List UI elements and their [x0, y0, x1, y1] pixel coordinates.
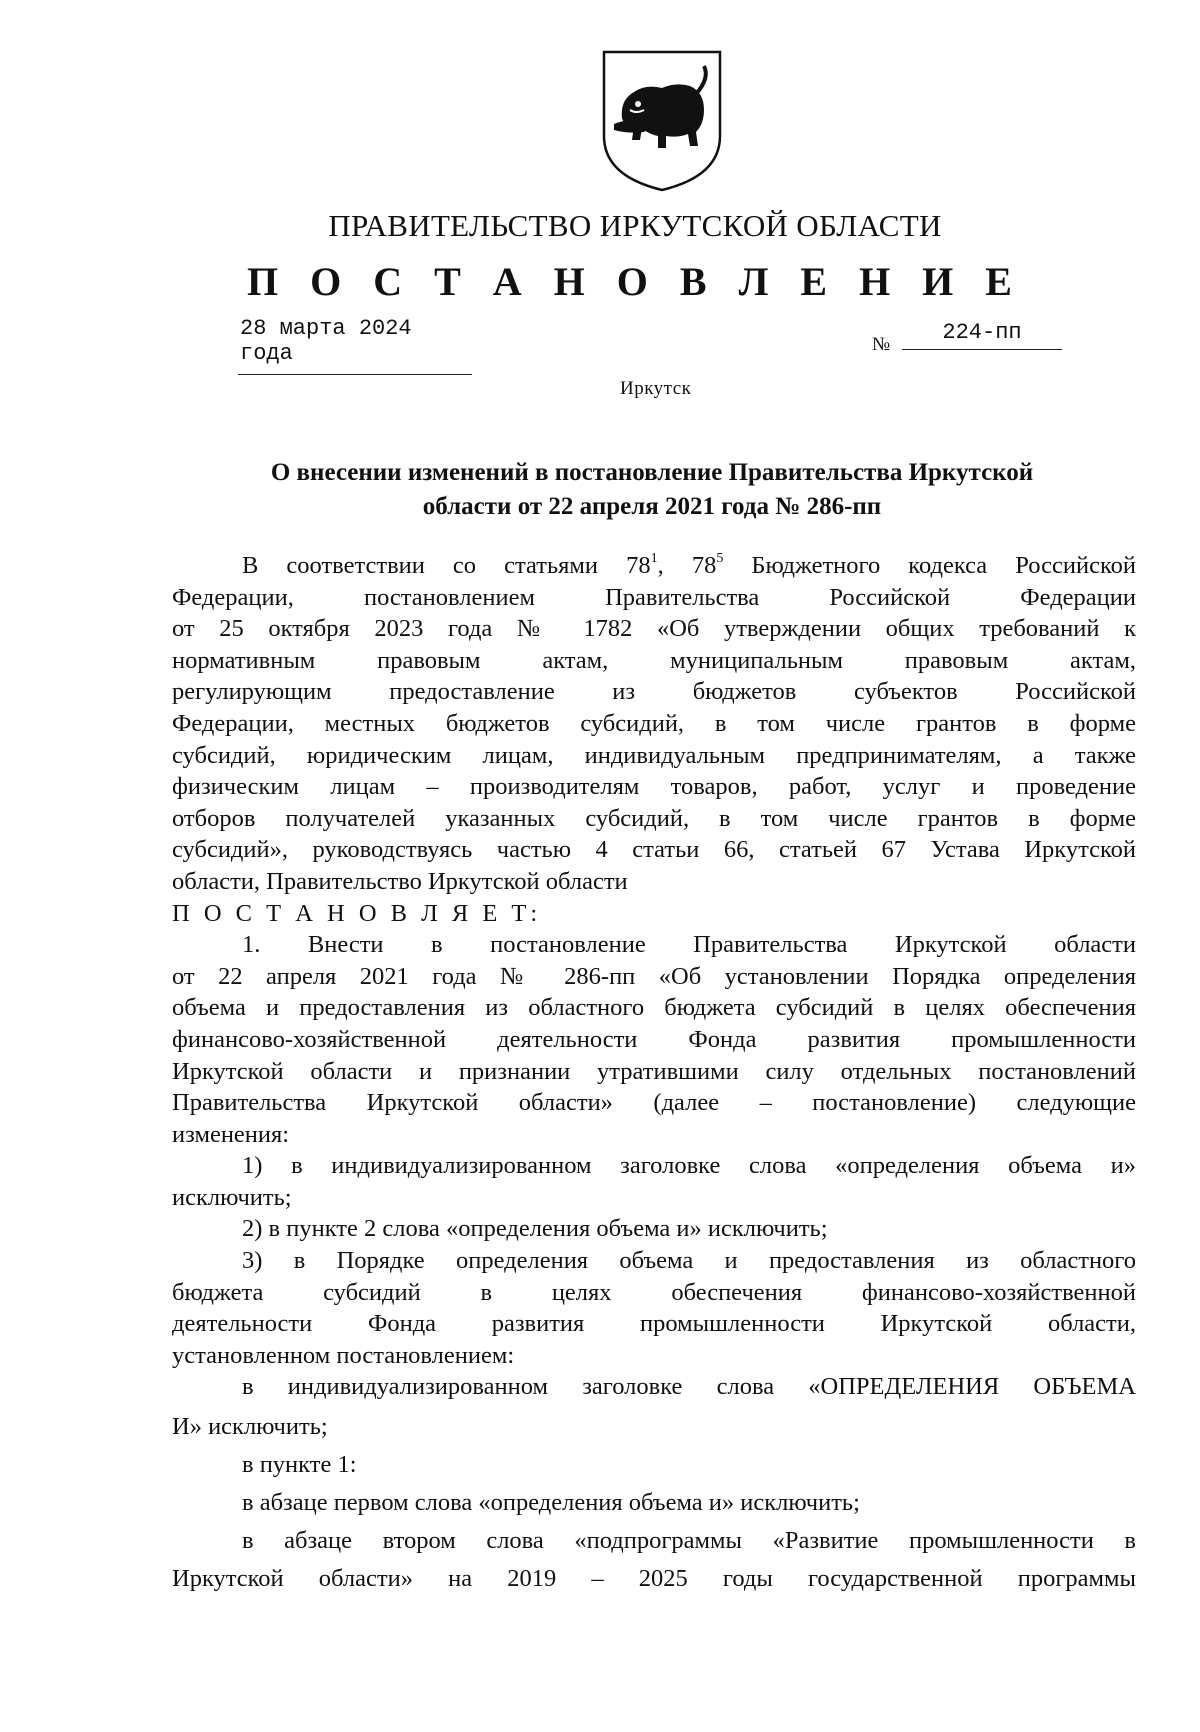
body-line: субсидий, юридическим лицам, индивидуальным предпринимателям, а также	[172, 741, 1136, 769]
body-line: деятельности Фонда развития промышленности Иркутской области,	[172, 1310, 1136, 1338]
subject-line: области от 22 апреля 2021 года № 286-пп	[422, 493, 882, 520]
body-line: Федерации, постановлением Правительства Российской Федерации	[172, 583, 1136, 611]
body-line: от 22 апреля 2021 года № 286-пп «Об установлении Порядка определения	[172, 962, 1136, 990]
body-line: 1) в индивидуализированном заголовке слова «определения объема и»	[242, 1152, 1136, 1180]
body-line: от 25 октября 2023 года № 1782 «Об утверждении общих требований к	[172, 615, 1136, 643]
body-line: в абзаце первом слова «определения объема и» исключить;	[242, 1489, 860, 1517]
body-line: Иркутской области и признании утратившими силу отдельных постановлений	[172, 1057, 1136, 1085]
body-line: в индивидуализированном заголовке слова «ОПРЕДЕЛЕНИЯ ОБЪЕМА	[242, 1373, 1136, 1401]
body-line: физическим лицам – производителям товаров, работ, услуг и проведение	[172, 773, 1136, 801]
subject-line: О внесении изменений в постановление Правительства Иркутской	[270, 459, 1034, 486]
government-title: ПРАВИТЕЛЬСТВО ИРКУТСКОЙ ОБЛАСТИ	[328, 208, 942, 243]
body-line: 3) в Порядке определения объема и предоставления из областного	[242, 1247, 1136, 1275]
body-line: исключить;	[172, 1183, 292, 1211]
decree-word: П О С Т А Н О В Л Я Е Т:	[172, 899, 542, 927]
body-line: в абзаце втором слова «подпрограммы «Развитие промышленности в	[242, 1527, 1136, 1555]
body-line: объема и предоставления из областного бюджета субсидий в целях обеспечения	[172, 994, 1136, 1022]
number-sign: №	[872, 334, 891, 355]
document-body	[172, 550, 1136, 1595]
body-line: Иркутской области» на 2019 – 2025 годы государственной программы	[172, 1565, 1136, 1593]
document-number: 224-пп	[902, 320, 1062, 350]
body-line: В соответствии со статьями $78^1$, $78^5$ Бюджетного кодекса Российской	[242, 550, 1136, 579]
body-line: финансово-хозяйственной деятельности Фонда развития промышленности	[172, 1025, 1136, 1053]
body-line: И» исключить;	[172, 1413, 328, 1441]
document-subject	[210, 456, 1094, 524]
body-line: субсидий», руководствуясь частью 4 статьи 66, статьей 67 Устава Иркутской	[172, 836, 1136, 864]
body-line: бюджета субсидий в целях обеспечения финансово-хозяйственной	[172, 1278, 1136, 1306]
body-line: области, Правительство Иркутской области	[172, 867, 628, 895]
body-line: отборов получателей указанных субсидий, в том числе грантов в форме	[172, 804, 1136, 832]
body-line: Правительства Иркутской области» (далее – постановление) следующие	[172, 1089, 1136, 1117]
body-line: изменения:	[172, 1120, 290, 1148]
coat-of-arms-icon	[600, 48, 724, 194]
body-line: нормативным правовым актам, муниципальным правовым актам,	[172, 646, 1136, 674]
document-city: Иркутск	[620, 378, 692, 399]
document-date: 28 марта 2024 года	[238, 316, 472, 375]
body-line: 2) в пункте 2 слова «определения объема и» исключить;	[242, 1215, 828, 1243]
body-line: Федерации, местных бюджетов субсидий, в том числе грантов в форме	[172, 709, 1136, 737]
body-line: установленном постановлением:	[172, 1341, 515, 1369]
body-line: в пункте 1:	[242, 1451, 357, 1479]
document-type-heading: П О С Т А Н О В Л Е Н И Е	[247, 259, 1023, 304]
body-line: регулирующим предоставление из бюджетов субъектов Российской	[172, 678, 1136, 706]
body-line: 1. Внести в постановление Правительства Иркутской области	[242, 931, 1136, 959]
